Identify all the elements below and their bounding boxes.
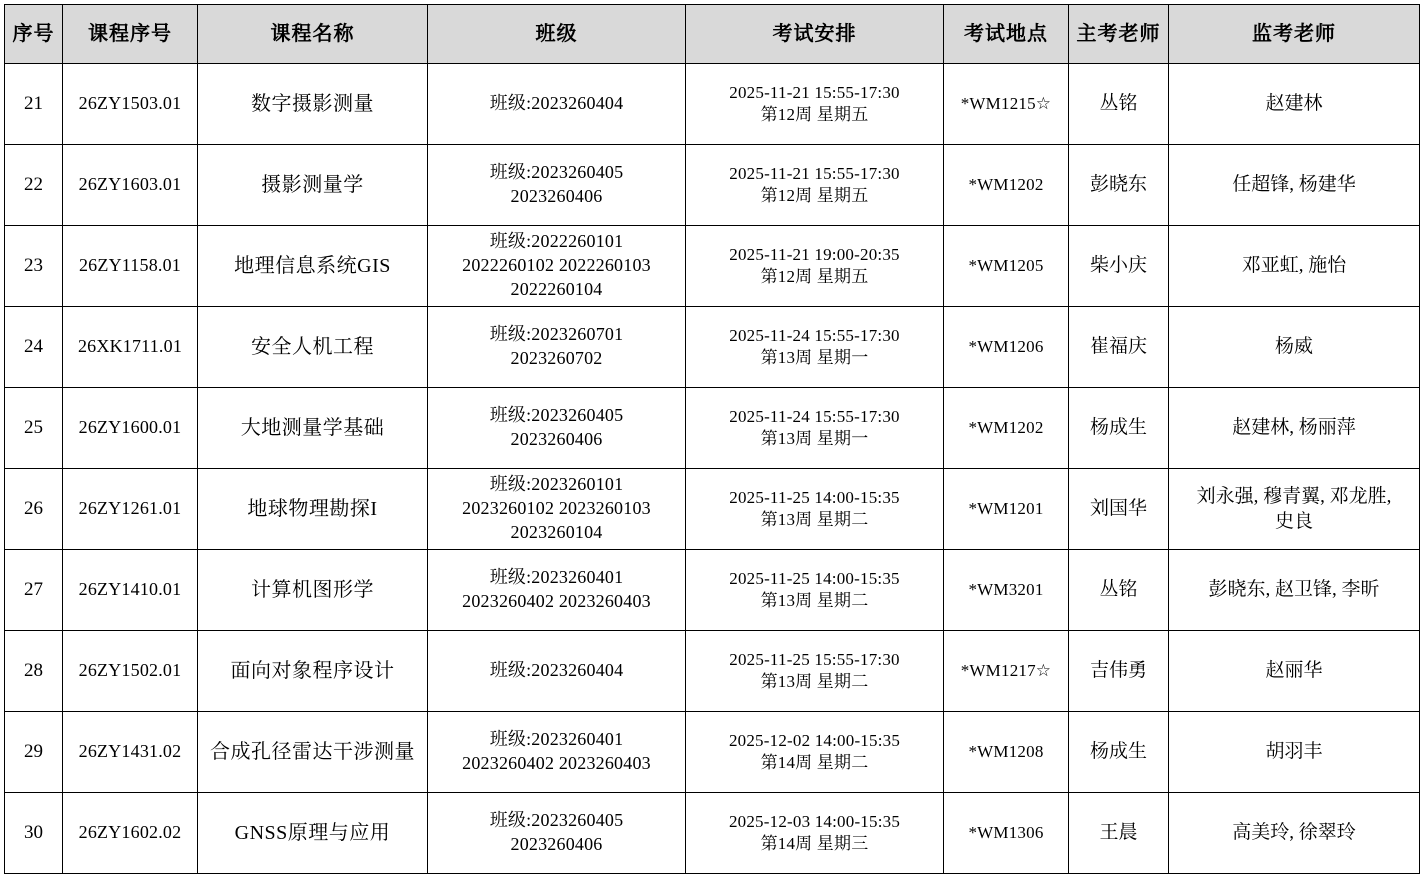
exam-schedule-line: 第13周 星期二	[760, 510, 869, 529]
exam-schedule-line: 第14周 星期三	[760, 834, 869, 853]
course-code: 26ZY1410.01	[63, 550, 198, 631]
class-list-line: 2023260406	[510, 186, 603, 206]
class-list-line: 班级:2023260401	[489, 729, 624, 750]
table-row	[5, 712, 1420, 793]
course-name: GNSS原理与应用	[198, 793, 428, 874]
table-row	[5, 145, 1420, 226]
class-list-line: 班级:2023260405	[489, 162, 624, 183]
proctor-list-line: 高美玲, 徐翠玲	[1232, 822, 1356, 844]
chief-examiner: 吉伟勇	[1069, 631, 1169, 712]
table-header	[5, 5, 1420, 64]
table-row	[5, 307, 1420, 388]
course-name: 计算机图形学	[198, 550, 428, 631]
class-list-line: 班级:2023260401	[489, 567, 624, 588]
table-row	[5, 793, 1420, 874]
proctor-list	[1169, 388, 1420, 469]
exam-schedule	[686, 145, 944, 226]
exam-location: *WM1205	[944, 226, 1069, 307]
course-name: 合成孔径雷达干涉测量	[198, 712, 428, 793]
row-index: 27	[5, 550, 63, 631]
class-list-line: 2023260406	[510, 429, 603, 449]
table-row	[5, 64, 1420, 145]
course-code: 26ZY1158.01	[63, 226, 198, 307]
exam-schedule-line: 2025-11-21 15:55-17:30	[729, 82, 900, 102]
proctor-list-line: 刘永强, 穆青翼, 邓龙胜,	[1196, 485, 1392, 507]
column-header-course-name: 课程名称	[198, 5, 428, 64]
proctor-list	[1169, 145, 1420, 226]
class-list	[428, 793, 686, 874]
class-list	[428, 469, 686, 550]
course-code: 26ZY1602.02	[63, 793, 198, 874]
table-header-row	[5, 5, 1420, 64]
chief-examiner: 柴小庆	[1069, 226, 1169, 307]
chief-examiner: 杨成生	[1069, 388, 1169, 469]
exam-schedule-line: 第12周 星期五	[760, 267, 869, 286]
exam-schedule-line: 2025-12-03 14:00-15:35	[728, 811, 901, 831]
column-header-class: 班级	[428, 5, 686, 64]
class-list-line: 2023260402 2023260403	[462, 591, 651, 611]
exam-location: *WM1215☆	[944, 64, 1069, 145]
row-index: 29	[5, 712, 63, 793]
proctor-list	[1169, 550, 1420, 631]
proctor-list-line: 邓亚虹, 施怡	[1241, 255, 1347, 277]
course-name: 摄影测量学	[198, 145, 428, 226]
course-code: 26ZY1431.02	[63, 712, 198, 793]
proctor-list-line: 史良	[1274, 511, 1313, 532]
course-name: 数字摄影测量	[198, 64, 428, 145]
exam-schedule	[686, 793, 944, 874]
exam-schedule-line: 第14周 星期二	[760, 753, 869, 772]
chief-examiner: 丛铭	[1069, 64, 1169, 145]
exam-location: *WM3201	[944, 550, 1069, 631]
chief-examiner: 彭晓东	[1069, 145, 1169, 226]
row-index: 24	[5, 307, 63, 388]
exam-schedule	[686, 712, 944, 793]
column-header-index: 序号	[5, 5, 63, 64]
column-header-chief-examiner: 主考老师	[1069, 5, 1169, 64]
exam-schedule	[686, 388, 944, 469]
class-list-line: 2023260406	[510, 834, 603, 854]
exam-schedule-line: 2025-11-25 14:00-15:35	[729, 487, 900, 507]
row-index: 28	[5, 631, 63, 712]
exam-schedule-line: 2025-11-21 15:55-17:30	[729, 163, 900, 183]
proctor-list-line: 彭晓东, 赵卫锋, 李昕	[1208, 579, 1380, 601]
proctor-list	[1169, 226, 1420, 307]
table-row	[5, 388, 1420, 469]
table-row	[5, 469, 1420, 550]
proctor-list	[1169, 712, 1420, 793]
row-index: 22	[5, 145, 63, 226]
row-index: 21	[5, 64, 63, 145]
exam-location: *WM1306	[944, 793, 1069, 874]
exam-schedule	[686, 64, 944, 145]
proctor-list	[1169, 793, 1420, 874]
course-code: 26ZY1600.01	[63, 388, 198, 469]
column-header-exam-time: 考试安排	[686, 5, 944, 64]
class-list-line: 班级:2023260101	[489, 474, 624, 495]
exam-schedule-line: 第12周 星期五	[760, 186, 869, 205]
exam-schedule-line: 2025-12-02 14:00-15:35	[728, 730, 901, 750]
class-list	[428, 712, 686, 793]
proctor-list-line: 赵丽华	[1265, 660, 1323, 682]
class-list-line: 班级:2022260101	[489, 231, 624, 252]
exam-location: *WM1217☆	[944, 631, 1069, 712]
exam-schedule-line: 第12周 星期五	[760, 105, 869, 124]
class-list-line: 2023260702	[510, 348, 603, 368]
course-name: 面向对象程序设计	[198, 631, 428, 712]
class-list	[428, 64, 686, 145]
course-code: 26ZY1503.01	[63, 64, 198, 145]
exam-schedule	[686, 307, 944, 388]
chief-examiner: 杨成生	[1069, 712, 1169, 793]
class-list-line: 2022260104	[510, 278, 603, 299]
course-name: 地球物理勘探I	[198, 469, 428, 550]
chief-examiner: 刘国华	[1069, 469, 1169, 550]
exam-schedule-line: 2025-11-25 14:00-15:35	[729, 568, 900, 588]
class-list	[428, 550, 686, 631]
row-index: 26	[5, 469, 63, 550]
exam-schedule-line: 2025-11-24 15:55-17:30	[729, 325, 900, 345]
table-row	[5, 550, 1420, 631]
exam-schedule	[686, 226, 944, 307]
column-header-course-code: 课程序号	[63, 5, 198, 64]
course-code: 26XK1711.01	[63, 307, 198, 388]
table-body	[5, 64, 1420, 874]
exam-schedule-table	[4, 4, 1420, 874]
class-list	[428, 307, 686, 388]
exam-schedule	[686, 469, 944, 550]
class-list	[428, 388, 686, 469]
class-list	[428, 145, 686, 226]
column-header-exam-location: 考试地点	[944, 5, 1069, 64]
chief-examiner: 丛铭	[1069, 550, 1169, 631]
class-list-line: 班级:2023260404	[489, 660, 624, 681]
exam-location: *WM1202	[944, 388, 1069, 469]
exam-schedule-line: 2025-11-25 15:55-17:30	[729, 649, 900, 669]
table-row	[5, 631, 1420, 712]
proctor-list-line: 任超锋, 杨建华	[1232, 174, 1356, 196]
exam-schedule	[686, 631, 944, 712]
row-index: 25	[5, 388, 63, 469]
course-name: 安全人机工程	[198, 307, 428, 388]
course-code: 26ZY1261.01	[63, 469, 198, 550]
exam-schedule-line: 2025-11-21 19:00-20:35	[729, 244, 900, 264]
class-list-line: 班级:2023260405	[489, 405, 624, 426]
proctor-list-line: 胡羽丰	[1265, 741, 1323, 763]
exam-schedule	[686, 550, 944, 631]
exam-location: *WM1208	[944, 712, 1069, 793]
exam-schedule-line: 第13周 星期一	[760, 348, 869, 367]
class-list-line: 2022260102 2022260103	[462, 255, 651, 276]
class-list	[428, 226, 686, 307]
class-list	[428, 631, 686, 712]
class-list-line: 班级:2023260405	[489, 810, 624, 831]
proctor-list-line: 杨威	[1274, 336, 1313, 358]
exam-schedule-line: 第13周 星期二	[760, 672, 869, 691]
course-name: 大地测量学基础	[198, 388, 428, 469]
proctor-list	[1169, 469, 1420, 550]
proctor-list	[1169, 631, 1420, 712]
exam-schedule-line: 第13周 星期二	[760, 591, 869, 610]
proctor-list	[1169, 64, 1420, 145]
class-list-line: 2023260102 2023260103	[462, 498, 651, 519]
class-list-line: 2023260402 2023260403	[462, 753, 651, 773]
chief-examiner: 崔福庆	[1069, 307, 1169, 388]
column-header-proctor: 监考老师	[1169, 5, 1420, 64]
exam-location: *WM1206	[944, 307, 1069, 388]
course-code: 26ZY1502.01	[63, 631, 198, 712]
class-list-line: 班级:2023260701	[489, 324, 624, 345]
row-index: 23	[5, 226, 63, 307]
course-name: 地理信息系统GIS	[198, 226, 428, 307]
chief-examiner: 王晨	[1069, 793, 1169, 874]
exam-location: *WM1201	[944, 469, 1069, 550]
exam-schedule-line: 2025-11-24 15:55-17:30	[729, 406, 900, 426]
proctor-list-line: 赵建林, 杨丽萍	[1232, 417, 1356, 439]
exam-location: *WM1202	[944, 145, 1069, 226]
proctor-list	[1169, 307, 1420, 388]
exam-schedule-line: 第13周 星期一	[760, 429, 869, 448]
row-index: 30	[5, 793, 63, 874]
class-list-line: 班级:2023260404	[489, 93, 624, 114]
course-code: 26ZY1603.01	[63, 145, 198, 226]
table-row	[5, 226, 1420, 307]
class-list-line: 2023260104	[510, 521, 603, 542]
proctor-list-line: 赵建林	[1265, 93, 1323, 115]
